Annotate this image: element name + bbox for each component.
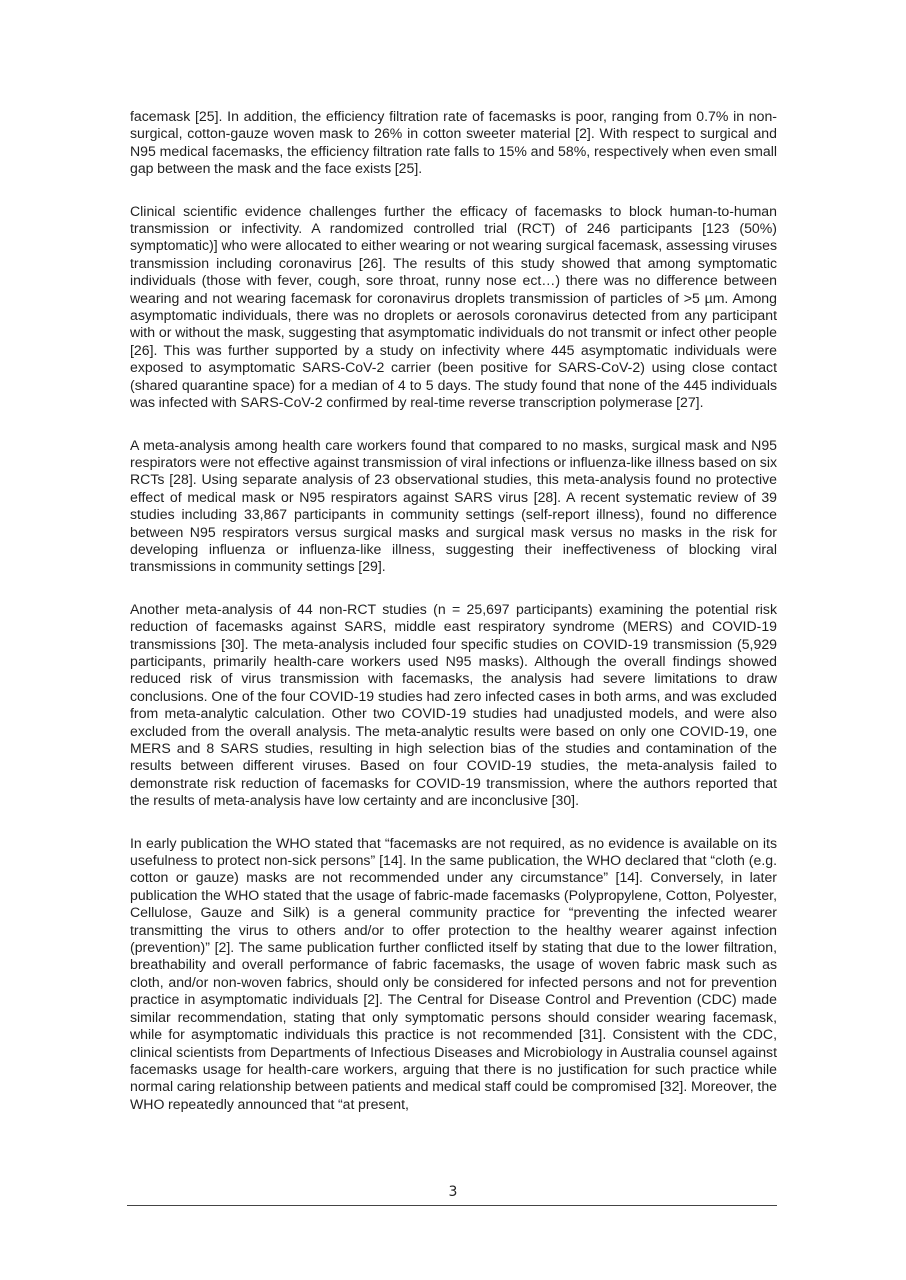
paragraph: facemask [25]. In addition, the efficiency filtration rate of facemasks is poor, ranging from 0.7% in non-surgical, cotton-gauze woven mask to 26% in cotton sweeter material [2]. With respect to surgical and N95 medical facemasks, the efficiency filtration rate falls to 15% and 58%, respectively when even small gap between the mask and the face exists [25]. bbox=[130, 108, 777, 177]
page-body bbox=[130, 108, 777, 1113]
paragraph: Clinical scientific evidence challenges further the efficacy of facemasks to block human-to-human transmission or infectivity. A randomized controlled trial (RCT) of 246 participants [123 (50%) symptomatic)] who were allocated to either wearing or not wearing surgical facemask, assessing viruses transmission including coronavirus [26]. The results of this study showed that among symptomatic individuals (those with fever, cough, sore throat, runny nose ect…) there was no difference between wearing and not wearing facemask for coronavirus droplets transmission of particles of >5 µm. Among asymptomatic individuals, there was no droplets or aerosols coronavirus detected from any participant with or without the mask, suggesting that asymptomatic individuals do not transmit or infect other people [26]. This was further supported by a study on infectivity where 445 asymptomatic individuals were exposed to asymptomatic SARS-CoV-2 carrier (been positive for SARS-CoV-2) using close contact (shared quarantine space) for a median of 4 to 5 days. The study found that none of the 445 individuals was infected with SARS-CoV-2 confirmed by real-time reverse transcription polymerase [27]. bbox=[130, 202, 777, 411]
paragraph: A meta-analysis among health care workers found that compared to no masks, surgical mask and N95 respirators were not effective against transmission of viral infections or influenza-like illness based on six RCTs [28]. Using separate analysis of 23 observational studies, this meta-analysis found no protective effect of medical mask or N95 respirators against SARS virus [28]. A recent systematic review of 39 studies including 33,867 participants in community settings (self-report illness), found no difference between N95 respirators versus surgical masks and surgical mask versus no masks in the risk for developing influenza or influenza-like illness, suggesting their ineffectiveness of blocking viral transmissions in community settings [29]. bbox=[130, 436, 777, 575]
paragraph: Another meta-analysis of 44 non-RCT studies (n = 25,697 participants) examining the potential risk reduction of facemasks against SARS, middle east respiratory syndrome (MERS) and COVID-19 transmissions [30]. The meta-analysis included four specific studies on COVID-19 transmission (5,929 participants, primarily health-care workers used N95 masks). Although the overall findings showed reduced risk of virus transmission with facemasks, the analysis had severe limitations to draw conclusions. One of the four COVID-19 studies had zero infected cases in both arms, and was excluded from meta-analytic calculation. Other two COVID-19 studies had unadjusted models, and were also excluded from the overall analysis. The meta-analytic results were based on only one COVID-19, one MERS and 8 SARS studies, resulting in high selection bias of the studies and contamination of the results between different viruses. Based on four COVID-19 studies, the meta-analysis failed to demonstrate risk reduction of facemasks for COVID-19 transmission, where the authors reported that the results of meta-analysis have low certainty and are inconclusive [30]. bbox=[130, 600, 777, 809]
paragraph: In early publication the WHO stated that “facemasks are not required, as no evidence is available on its usefulness to protect non-sick persons” [14]. In the same publication, the WHO declared that “cloth (e.g. cotton or gauze) masks are not recommended under any circumstance” [14]. Conversely, in later publication the WHO stated that the usage of fabric-made facemasks (Polypropylene, Cotton, Polyester, Cellulose, Gauze and Silk) is a general community practice for “preventing the infected wearer transmitting the virus to others and/or to offer protection to the healthy wearer against infection (prevention)” [2]. The same publication further conflicted itself by stating that due to the lower filtration, breathability and overall performance of fabric facemasks, the usage of woven fabric mask such as cloth, and/or non-woven fabrics, should only be considered for infected persons and not for prevention practice in asymptomatic individuals [2]. The Central for Disease Control and Prevention (CDC) made similar recommendation, stating that only symptomatic persons should consider wearing facemask, while for asymptomatic individuals this practice is not recommended [31]. Consistent with the CDC, clinical scientists from Departments of Infectious Diseases and Microbiology in Australia counsel against facemasks usage for health-care workers, arguing that there is no justification for such practice while normal caring relationship between patients and medical staff could be compromised [32]. Moreover, the WHO repeatedly announced that “at present, bbox=[130, 834, 777, 1112]
footer-divider bbox=[127, 1205, 777, 1206]
page-number: 3 bbox=[448, 1184, 458, 1200]
